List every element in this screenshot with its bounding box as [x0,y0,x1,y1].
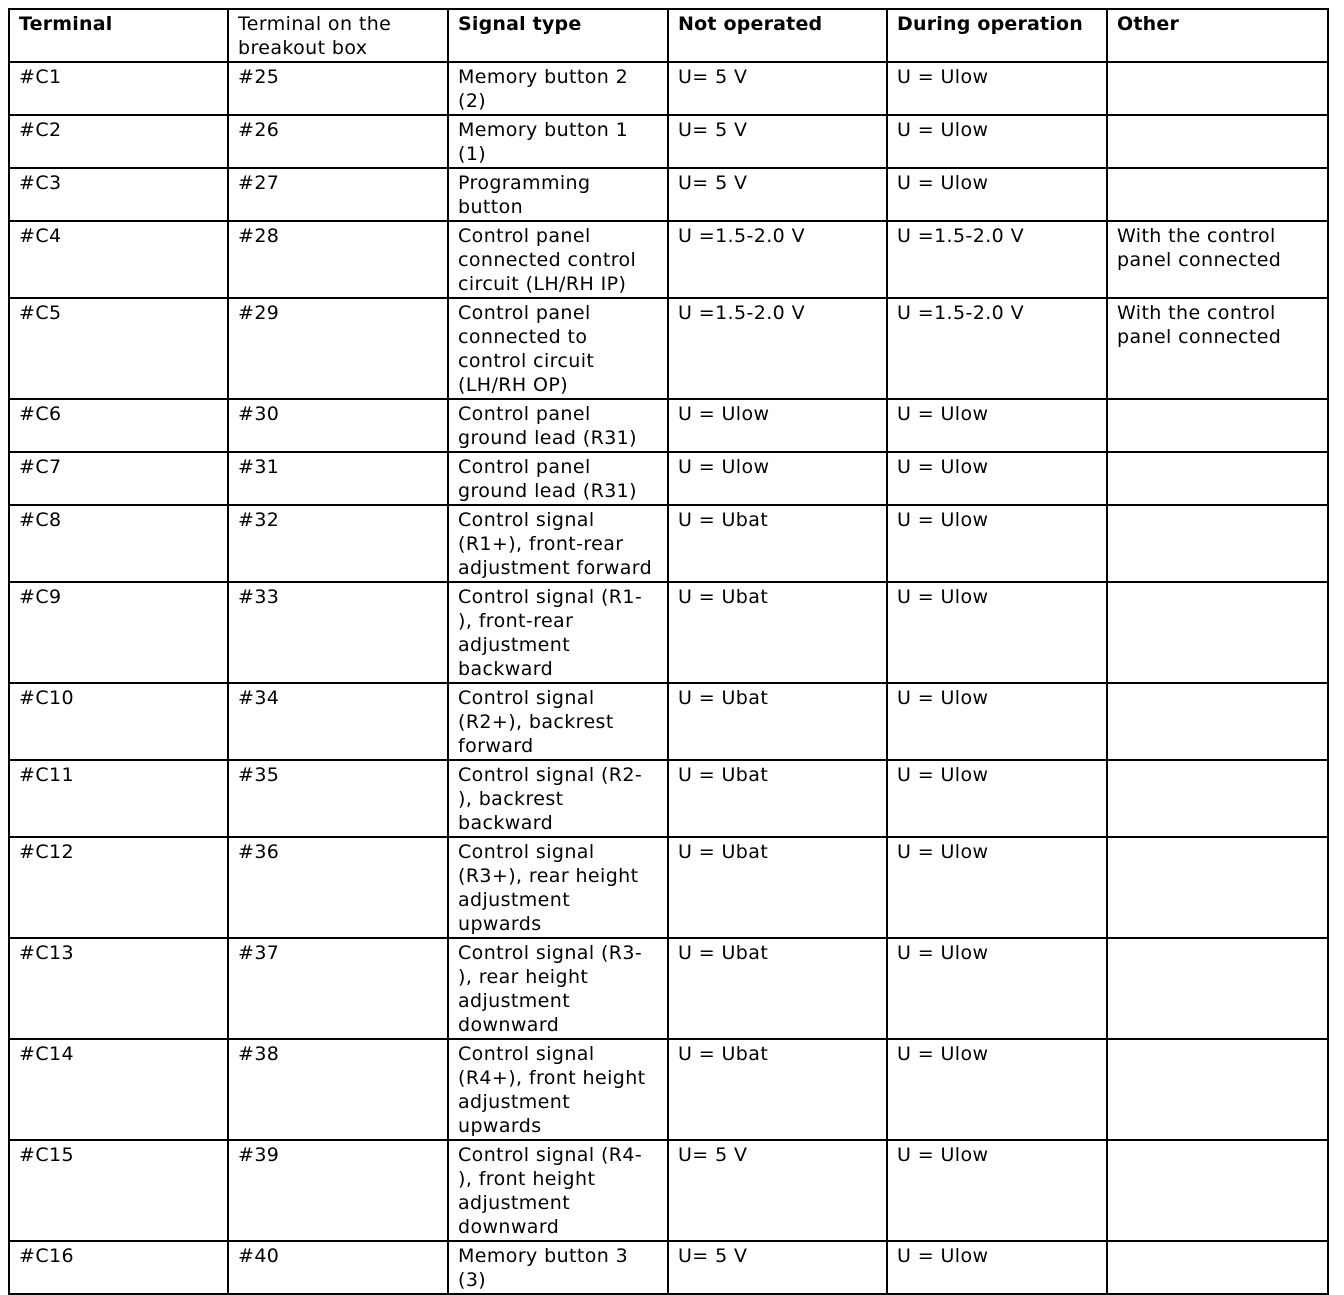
signal-type-cell: Memory button 3 (3) [448,1241,668,1294]
during-operation-cell: U = Ulow [887,115,1107,168]
not-operated-cell: U= 5 V [668,1241,887,1294]
during-operation-cell: U =1.5-2.0 V [887,221,1107,298]
signal-type-cell: Control panel connected to control circuit (LH/RH OP) [448,298,668,399]
breakout-terminal-cell: #36 [228,837,448,938]
not-operated-cell: U= 5 V [668,62,887,115]
during-operation-cell: U = Ulow [887,1039,1107,1140]
during-operation-cell: U = Ulow [887,683,1107,760]
terminal-signal-table [8,8,1329,1295]
breakout-terminal-cell: #26 [228,115,448,168]
breakout-terminal-cell: #29 [228,298,448,399]
during-operation-cell: U = Ulow [887,1140,1107,1241]
header-signal-type: Signal type [448,9,668,62]
other-cell [1107,938,1328,1039]
table-row [9,168,1328,221]
signal-type-cell: Control signal (R1+), front-rear adjustment forward [448,505,668,582]
table-row [9,938,1328,1039]
not-operated-cell: U = Ubat [668,683,887,760]
during-operation-cell: U = Ulow [887,505,1107,582]
header-during-operation: During operation [887,9,1107,62]
not-operated-cell: U = Ubat [668,938,887,1039]
terminal-cell: #C13 [9,938,228,1039]
terminal-cell: #C4 [9,221,228,298]
during-operation-cell: U = Ulow [887,760,1107,837]
terminal-cell: #C10 [9,683,228,760]
during-operation-cell: U =1.5-2.0 V [887,298,1107,399]
signal-type-cell: Control signal (R2- ), backrest backward [448,760,668,837]
during-operation-cell: U = Ulow [887,452,1107,505]
terminal-cell: #C7 [9,452,228,505]
other-cell [1107,582,1328,683]
table-row [9,837,1328,938]
breakout-terminal-cell: #39 [228,1140,448,1241]
header-not-operated: Not operated [668,9,887,62]
table-row [9,1140,1328,1241]
table-row [9,1241,1328,1294]
table-row [9,399,1328,452]
table-row [9,1039,1328,1140]
other-cell [1107,62,1328,115]
terminal-cell: #C8 [9,505,228,582]
not-operated-cell: U =1.5-2.0 V [668,298,887,399]
breakout-terminal-cell: #32 [228,505,448,582]
other-cell [1107,399,1328,452]
table-row [9,298,1328,399]
terminal-cell: #C6 [9,399,228,452]
table-body [9,62,1328,1294]
breakout-terminal-cell: #30 [228,399,448,452]
other-cell [1107,683,1328,760]
table-row [9,505,1328,582]
table-row [9,683,1328,760]
other-cell [1107,452,1328,505]
table-row [9,760,1328,837]
breakout-terminal-cell: #25 [228,62,448,115]
not-operated-cell: U = Ubat [668,505,887,582]
signal-type-cell: Control signal (R3- ), rear height adjustment downward [448,938,668,1039]
during-operation-cell: U = Ulow [887,1241,1107,1294]
signal-type-cell: Control signal (R1- ), front-rear adjustment backward [448,582,668,683]
during-operation-cell: U = Ulow [887,938,1107,1039]
terminal-cell: #C15 [9,1140,228,1241]
terminal-cell: #C3 [9,168,228,221]
not-operated-cell: U = Ubat [668,582,887,683]
terminal-cell: #C1 [9,62,228,115]
terminal-cell: #C12 [9,837,228,938]
other-cell [1107,1140,1328,1241]
not-operated-cell: U = Ubat [668,1039,887,1140]
header-breakout-terminal: Terminal on the breakout box [228,9,448,62]
breakout-terminal-cell: #27 [228,168,448,221]
table-row [9,62,1328,115]
breakout-terminal-cell: #33 [228,582,448,683]
signal-type-cell: Control panel connected control circuit (LH/RH IP) [448,221,668,298]
table-row [9,115,1328,168]
during-operation-cell: U = Ulow [887,62,1107,115]
terminal-cell: #C2 [9,115,228,168]
other-cell [1107,505,1328,582]
not-operated-cell: U = Ulow [668,452,887,505]
other-cell [1107,760,1328,837]
during-operation-cell: U = Ulow [887,837,1107,938]
terminal-cell: #C5 [9,298,228,399]
during-operation-cell: U = Ulow [887,168,1107,221]
terminal-cell: #C11 [9,760,228,837]
breakout-terminal-cell: #34 [228,683,448,760]
breakout-terminal-cell: #37 [228,938,448,1039]
breakout-terminal-cell: #40 [228,1241,448,1294]
breakout-terminal-cell: #31 [228,452,448,505]
signal-type-cell: Memory button 1 (1) [448,115,668,168]
table-row [9,452,1328,505]
terminal-cell: #C9 [9,582,228,683]
during-operation-cell: U = Ulow [887,399,1107,452]
breakout-terminal-cell: #38 [228,1039,448,1140]
signal-type-cell: Control panel ground lead (R31) [448,399,668,452]
terminal-cell: #C14 [9,1039,228,1140]
signal-type-cell: Control signal (R4+), front height adjustment upwards [448,1039,668,1140]
other-cell: With the control panel connected [1107,221,1328,298]
other-cell: With the control panel connected [1107,298,1328,399]
other-cell [1107,1241,1328,1294]
signal-type-cell: Control signal (R3+), rear height adjustment upwards [448,837,668,938]
not-operated-cell: U= 5 V [668,168,887,221]
terminal-cell: #C16 [9,1241,228,1294]
signal-type-cell: Memory button 2 (2) [448,62,668,115]
table-row [9,221,1328,298]
header-other: Other [1107,9,1328,62]
signal-type-cell: Control signal (R4- ), front height adjustment downward [448,1140,668,1241]
table-header-row [9,9,1328,62]
not-operated-cell: U = Ulow [668,399,887,452]
not-operated-cell: U =1.5-2.0 V [668,221,887,298]
not-operated-cell: U = Ubat [668,760,887,837]
table-row [9,582,1328,683]
breakout-terminal-cell: #28 [228,221,448,298]
header-terminal: Terminal [9,9,228,62]
not-operated-cell: U= 5 V [668,1140,887,1241]
other-cell [1107,168,1328,221]
during-operation-cell: U = Ulow [887,582,1107,683]
other-cell [1107,837,1328,938]
other-cell [1107,115,1328,168]
breakout-terminal-cell: #35 [228,760,448,837]
signal-type-cell: Control panel ground lead (R31) [448,452,668,505]
other-cell [1107,1039,1328,1140]
not-operated-cell: U= 5 V [668,115,887,168]
signal-type-cell: Control signal (R2+), backrest forward [448,683,668,760]
signal-type-cell: Programming button [448,168,668,221]
not-operated-cell: U = Ubat [668,837,887,938]
